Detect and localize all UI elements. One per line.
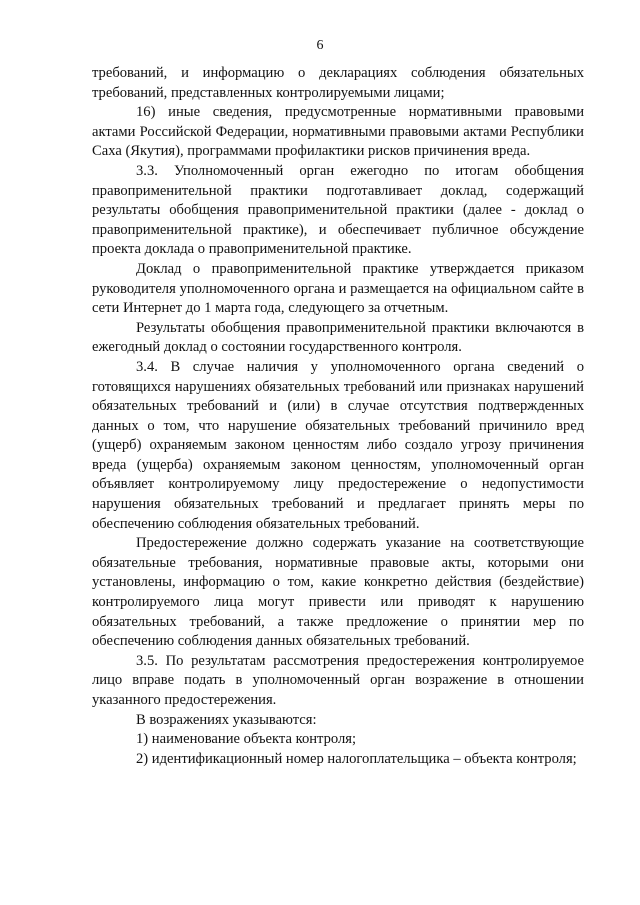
page-number: 6	[316, 38, 324, 53]
paragraph: Результаты обобщения правоприменительной практики включаются в ежегодный доклад о состоянии государственного контроля.	[92, 319, 584, 356]
paragraph: 1) наименование объекта контроля;	[136, 731, 357, 748]
document-body	[92, 64, 584, 769]
paragraph: В возражениях указываются:	[136, 711, 317, 728]
paragraph: Доклад о правоприменительной практике утверждается приказом руководителя уполномоченного органа и размещается на официальном сайте в сети Интернет до 1 марта года, следующего за отчетным.	[92, 260, 584, 317]
paragraph: требований, и информацию о декларациях соблюдения обязательных требований, представленных контролируемыми лицами;	[92, 65, 584, 101]
paragraph: 3.4. В случае наличия у уполномоченного органа сведений о готовящихся нарушениях обязательных требований или признаках нарушений обязательных требований и (или) в случае отсутствия подтвержденных данных о том, что нарушение обязательных требований причинило вред (ущерб) охраняемым законом ценностям либо создало угрозу причинения вреда (ущерба) охраняемым законом ценностям, уполномоченный орган объявляет контролируемому лицу предостережение о недопустимости нарушения обязательных требований и предлагает принять меры по обеспечению соблюдения обязательных требований.	[92, 358, 584, 532]
paragraph: 3.3. Уполномоченный орган ежегодно по итогам обобщения правоприменительной практики подготавливает доклад, содержащий результаты обобщения правоприменительной практики (далее - доклад о правоприменительной практике), и обеспечивает публичное обсуждение проекта доклада о правоприменительной практике.	[92, 162, 584, 258]
paragraph: 16) иные сведения, предусмотренные нормативными правовыми актами Российской Федерации, нормативными правовыми актами Республики Саха (Якутия), программами профилактики рисков причинения вреда.	[92, 104, 584, 160]
paragraph: 3.5. По результатам рассмотрения предостережения контролируемое лицо вправе подать в уполномоченный орган возражение в отношении указанного предостережения.	[92, 652, 584, 708]
paragraph: 2) идентификационный номер налогоплательщика – объекта контроля;	[136, 750, 577, 767]
paragraph: Предостережение должно содержать указание на соответствующие обязательные требования, нормативные правовые акты, которыми они установлены, информацию о том, какие конкретно действия (бездействие) контролируемого лица могут привести или приводят к нарушению обязательных требований, а также предложение о принятии мер по обеспечению соблюдения данных обязательных требований.	[92, 535, 584, 650]
